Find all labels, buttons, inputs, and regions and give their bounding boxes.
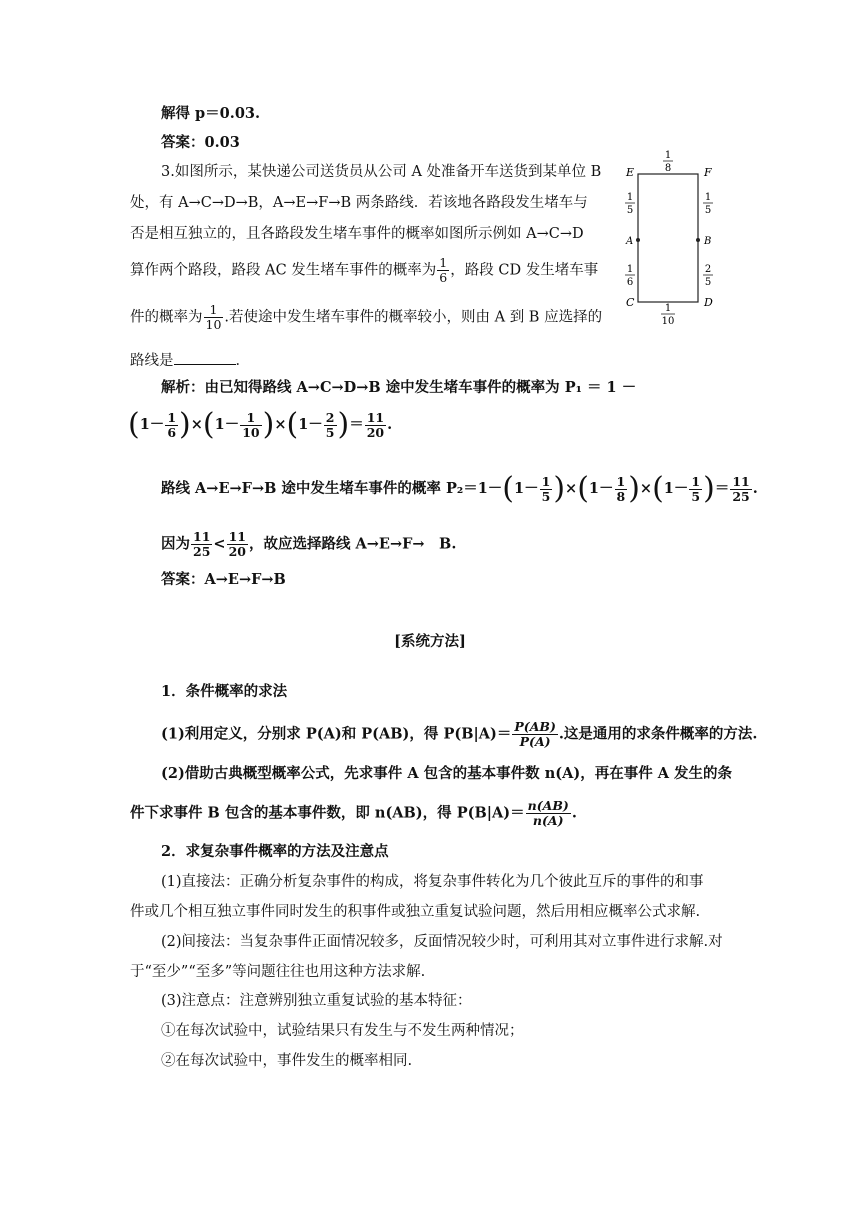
right-paren: )	[703, 471, 715, 506]
text: 因为	[161, 535, 190, 553]
fraction-pab-over-pa	[512, 720, 558, 749]
fraction-11-20	[227, 530, 248, 559]
fraction-nab-over-na	[526, 799, 571, 828]
text: 1－	[139, 416, 165, 433]
numerator: 1	[691, 473, 701, 489]
text: .这是通用的求条件概率的方法.	[558, 725, 758, 743]
denominator: 25	[732, 488, 750, 504]
text: 路线 A→E→F→B 途中发生堵车事件的概率 P₂＝1－	[161, 480, 503, 497]
route-diagram	[620, 148, 720, 330]
question-3-line-5	[130, 303, 602, 332]
left-paren: (	[502, 471, 515, 506]
edge-bd-num: 2	[704, 264, 712, 275]
right-paren: )	[628, 471, 640, 506]
fraction-1-6	[165, 411, 178, 440]
question-3-line-4	[130, 256, 598, 285]
right-paren: )	[179, 407, 191, 442]
right-paren: )	[337, 407, 350, 442]
solution-line-3	[161, 471, 758, 506]
numerator: 1	[541, 473, 551, 489]
label-f: F	[704, 166, 712, 179]
numerator: n(AB)	[527, 798, 569, 813]
numerator: 11	[732, 473, 750, 489]
denominator: n(A)	[532, 813, 564, 828]
text: 1－	[514, 480, 539, 497]
edge-fb-num: 1	[704, 192, 712, 203]
numerator: 11	[228, 529, 246, 544]
solve-result-line: 解得 p＝0.03.	[161, 105, 261, 122]
text: ，故应选择路线 A→E→F→ B.	[248, 535, 457, 553]
left-paren: (	[286, 407, 299, 442]
denominator: 6	[167, 424, 177, 440]
label-a: A	[626, 236, 634, 247]
numerator: 1	[167, 409, 177, 425]
method-heading-2: 2．求复杂事件概率的方法及注意点	[161, 843, 389, 860]
text: ×	[565, 480, 578, 497]
solution-line-2	[128, 407, 393, 442]
fraction-1-5	[689, 475, 702, 504]
direct-method-line-2: 件或几个相互独立事件同时发生的积事件或独立重复试验问题，然后用相应概率公式求解.	[130, 904, 701, 920]
numerator: 11	[193, 529, 211, 544]
point-b-dot	[696, 238, 700, 242]
text: 1－	[663, 480, 689, 497]
fraction-11-20	[365, 411, 386, 440]
fraction-11-25	[730, 475, 751, 504]
label-c: C	[626, 296, 635, 309]
edge-fb-den: 5	[704, 205, 712, 216]
label-d: D	[704, 296, 713, 309]
note-item-2: ②在每次试验中，事件发生的概率相同.	[161, 1053, 413, 1069]
text: <	[213, 535, 226, 553]
route-rectangle	[638, 174, 698, 302]
edge-ac-num: 1	[626, 264, 634, 275]
method-heading-1: 1．条件概率的求法	[161, 683, 288, 700]
numerator: 1	[616, 473, 626, 489]
text: ×	[190, 416, 203, 433]
text: 1－	[588, 480, 614, 497]
numerator: 11	[366, 409, 385, 425]
edge-ea-num: 1	[626, 192, 634, 203]
numerator: P(AB)	[514, 719, 556, 734]
note-heading: (3)注意点：注意辨别独立重复试验的基本特征：	[161, 993, 472, 1009]
solution-line-1: 解析：由已知得路线 A→C→D→B 途中发生堵车事件的概率为 P₁ ＝ 1 －	[161, 379, 637, 396]
note-item-1: ①在每次试验中，试验结果只有发生与不发生两种情况；	[161, 1023, 524, 1039]
right-paren: )	[262, 407, 275, 442]
right-paren: )	[553, 471, 566, 506]
label-b: B	[704, 236, 712, 247]
answer-blank	[174, 350, 236, 365]
indirect-method-line-1: (2)间接法：当复杂事件正面情况较多，反面情况较少时，可利用其对立事件进行求解.对	[161, 934, 723, 950]
denominator: 20	[366, 424, 385, 440]
text: ×	[639, 480, 653, 497]
text: ＝	[714, 480, 730, 497]
text: 1－	[298, 416, 323, 433]
denominator: 5	[691, 488, 701, 504]
edge-ea-den: 5	[626, 205, 634, 216]
text: .	[752, 480, 758, 497]
left-paren: (	[128, 407, 140, 442]
question-3-line-3: 否是相互独立的，且各路段发生堵车事件的概率如图所示例如 A→C→D	[130, 226, 584, 242]
text: ＝	[349, 416, 364, 433]
denominator: P(A)	[519, 734, 551, 749]
numerator: 2	[325, 409, 335, 425]
text: ，路段 CD 发生堵车事	[450, 262, 599, 279]
text: .若使途中发生堵车事件的概率较小，则由 A 到 B 应选择的	[224, 309, 603, 326]
edge-bd-den: 5	[704, 277, 712, 288]
edge-cd-den: 10	[661, 316, 675, 327]
edge-ef-den: 8	[664, 163, 672, 174]
question-3-line-6: 路线是 ．	[130, 350, 250, 371]
label-e: E	[626, 166, 635, 179]
solution-line-4	[161, 530, 456, 559]
text: 件下求事件 B 包含的基本事件数，即 n(AB)，得 P(B|A)＝	[130, 804, 525, 822]
text: ×	[274, 416, 287, 433]
text: (1)利用定义，分别求 P(A)和 P(AB)，得 P(B|A)＝	[161, 725, 512, 743]
numerator: 1	[240, 411, 261, 426]
left-paren: (	[202, 407, 215, 442]
question-3-line-1: 3.如图所示，某快递公司送货员从公司 A 处准备开车送货到某单位 B	[161, 164, 602, 180]
fraction-1-5	[540, 475, 553, 504]
fraction-1-10	[204, 303, 224, 332]
left-paren: (	[652, 471, 664, 506]
fraction-2-5	[324, 411, 337, 440]
text: 算作两个路段，路段 AC 发生堵车事件的概率为	[130, 262, 437, 279]
denominator: 5	[541, 488, 551, 504]
text: 1－	[214, 416, 240, 433]
answer-line-2: 答案：A→E→F→B	[161, 571, 286, 588]
indirect-method-line-2: 于“至少”“至多”等问题往往也用这种方法求解.	[130, 964, 426, 980]
answer-line-1: 答案：0.03	[161, 134, 240, 151]
point-a-dot	[636, 238, 640, 242]
denominator: 20	[228, 544, 246, 559]
section-title: [系统方法]	[394, 633, 466, 650]
text: .	[387, 416, 393, 433]
direct-method-line-1: (1)直接法：正确分析复杂事件的构成，将复杂事件转化为几个彼此互斥的事件的和事	[161, 874, 704, 890]
edge-ac-den: 6	[626, 277, 634, 288]
numerator: 1	[439, 255, 448, 270]
denominator: 8	[616, 488, 626, 504]
text: 路线是	[130, 353, 174, 369]
text: 件的概率为	[130, 309, 203, 326]
fraction-1-10	[240, 411, 261, 440]
text: .	[571, 804, 577, 822]
edge-ef-num: 1	[664, 150, 672, 161]
edge-cd-num: 1	[664, 303, 672, 314]
question-3-line-2: 处，有 A→C→D→B，A→E→F→B 两条路线．若该地各路段发生堵车与	[130, 195, 588, 211]
denominator: 6	[439, 270, 448, 285]
fraction-1-8	[615, 475, 628, 504]
denominator: 10	[205, 317, 222, 332]
method-1-definition	[161, 720, 757, 749]
left-paren: (	[577, 471, 589, 506]
method-2-line-1: (2)借助古典概型概率公式，先求事件 A 包含的基本事件数 n(A)，再在事件 A 发生的条	[161, 765, 733, 782]
denominator: 10	[242, 424, 260, 440]
fraction-11-25	[191, 530, 212, 559]
numerator: 1	[204, 303, 224, 318]
denominator: 25	[193, 544, 211, 559]
fraction-1-6	[437, 256, 449, 285]
denominator: 5	[325, 424, 335, 440]
method-2-line-2	[130, 799, 577, 828]
